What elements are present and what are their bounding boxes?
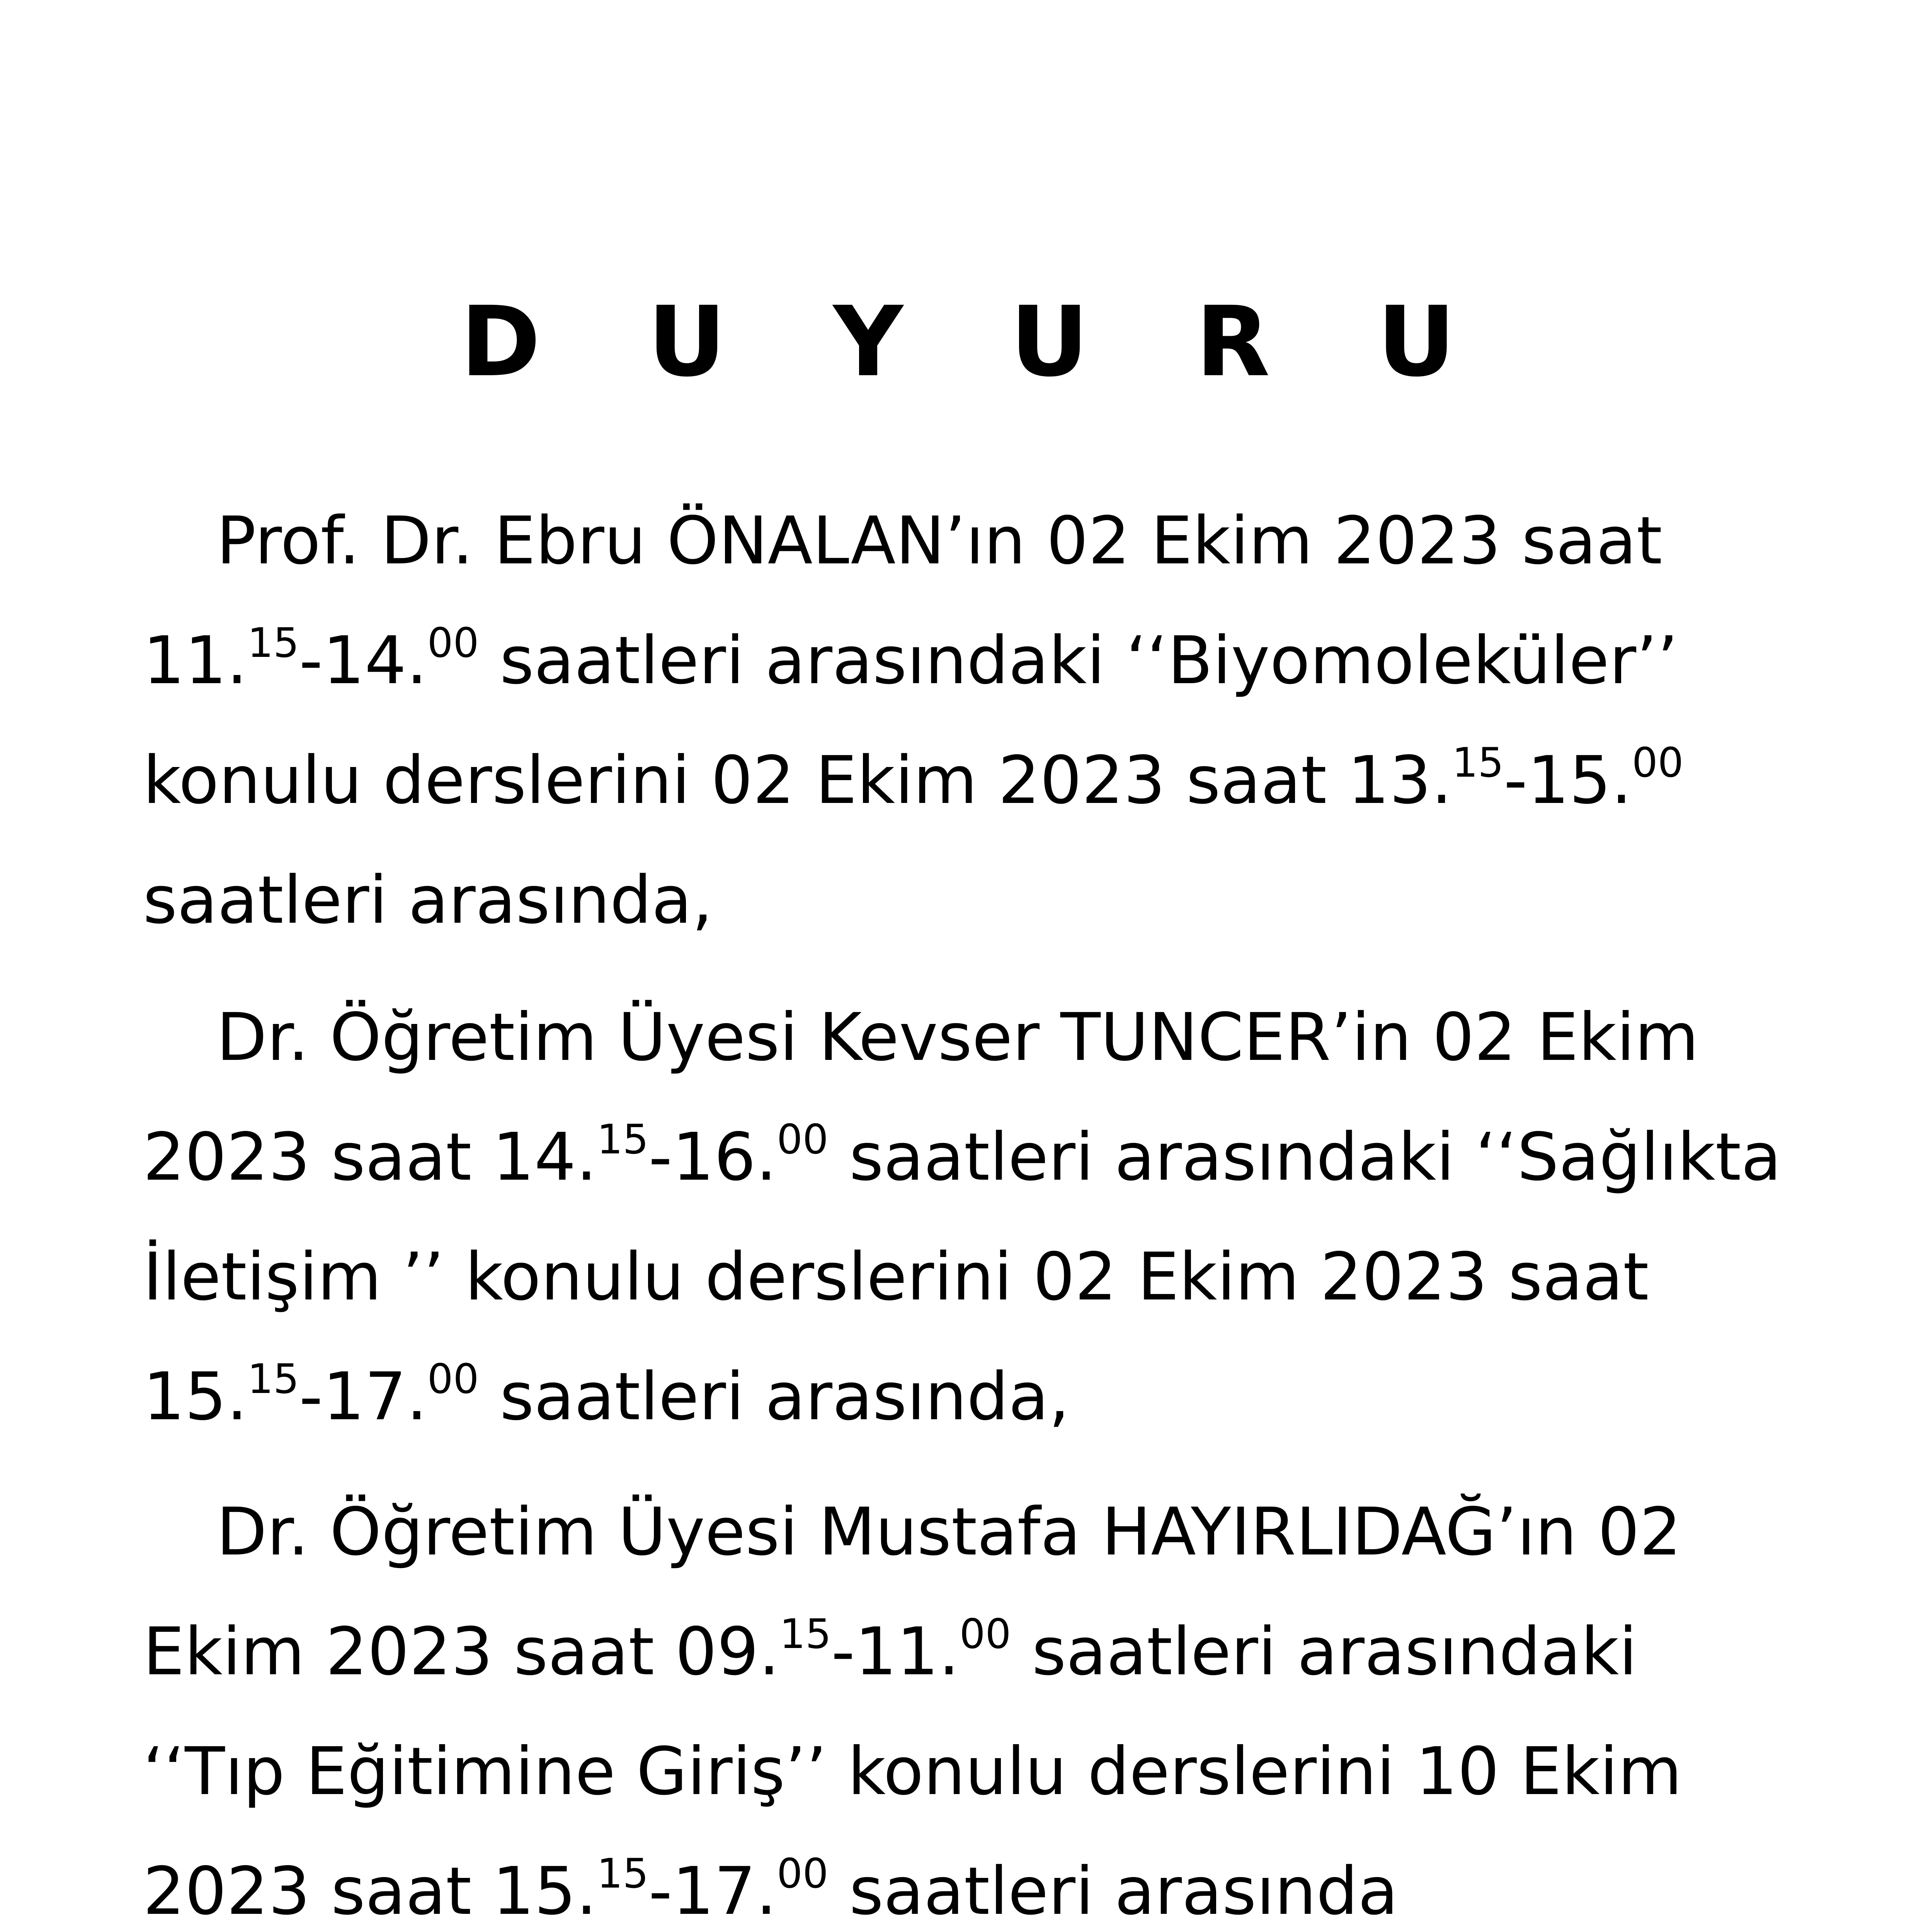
- text: -16.: [648, 1119, 777, 1196]
- text: Ekim 2023 saat 09.: [143, 1614, 780, 1690]
- text: saatleri arasındaki ‘‘Biyomoleküler’’: [479, 622, 1678, 699]
- time-minutes: 00: [1632, 739, 1684, 787]
- paragraph-line: [143, 1832, 1828, 1932]
- text: -17.: [299, 1359, 427, 1435]
- text: 2023 saat 14.: [143, 1119, 597, 1196]
- paragraph-line: [143, 1472, 1828, 1592]
- paragraph-line: [143, 721, 1828, 840]
- time-minutes: 00: [959, 1611, 1011, 1658]
- paragraph-line: [143, 1712, 1828, 1832]
- paragraph-hayirlidag: [143, 1472, 1828, 1932]
- text: saatleri arasında: [828, 1853, 1399, 1930]
- paragraph-line: [143, 481, 1828, 601]
- text: Prof. Dr. Ebru ÖNALAN’ın 02 Ekim 2023 saat: [216, 503, 1662, 579]
- text: 2023 saat 15.: [143, 1853, 597, 1930]
- text: saatleri arasında,: [479, 1359, 1070, 1435]
- text: konulu derslerini 02 Ekim 2023 saat 13.: [143, 742, 1452, 819]
- text: -17.: [648, 1853, 777, 1930]
- time-minutes: 00: [427, 619, 479, 667]
- paragraph-onalan: [143, 481, 1828, 960]
- paragraph-line: [143, 840, 1828, 960]
- text: saatleri arasında,: [143, 862, 713, 939]
- text: İletişim ’’ konulu derslerini 02 Ekim 2023 saat: [143, 1239, 1649, 1315]
- time-minutes: 00: [776, 1116, 829, 1163]
- text: Dr. Öğretim Üyesi Kevser TUNCER’in 02 Ekim: [216, 999, 1699, 1076]
- time-minutes: 15: [1452, 739, 1504, 787]
- text: 11.: [143, 622, 248, 699]
- time-minutes: 15: [247, 1355, 299, 1403]
- text: -14.: [299, 622, 427, 699]
- paragraph-line: [143, 1097, 1828, 1217]
- text: 15.: [143, 1359, 248, 1435]
- text: ‘‘Tıp Eğitimine Giriş’’ konulu derslerini 10 Ekim: [143, 1733, 1682, 1810]
- paragraph-line: [143, 601, 1828, 721]
- paragraph-line: [143, 1592, 1828, 1712]
- text: Dr. Öğretim Üyesi Mustafa HAYIRLIDAĞ’ın 02: [216, 1494, 1681, 1570]
- paragraph-line: [143, 978, 1828, 1097]
- paragraph-line: [143, 1217, 1828, 1337]
- text: saatleri arasındaki ‘‘Sağlıkta: [828, 1119, 1782, 1196]
- paragraph-line: [143, 1337, 1828, 1457]
- time-minutes: 00: [776, 1850, 829, 1898]
- time-minutes: 15: [779, 1611, 831, 1658]
- time-minutes: 15: [597, 1850, 649, 1898]
- document-title: D U Y U R U: [460, 286, 1492, 398]
- text: saatleri arasındaki: [1011, 1614, 1637, 1690]
- time-minutes: 15: [247, 619, 299, 667]
- text: -11.: [831, 1614, 960, 1690]
- time-minutes: 15: [597, 1116, 649, 1163]
- text: -15.: [1504, 742, 1632, 819]
- time-minutes: 00: [427, 1355, 479, 1403]
- paragraph-tuncer: [143, 978, 1828, 1457]
